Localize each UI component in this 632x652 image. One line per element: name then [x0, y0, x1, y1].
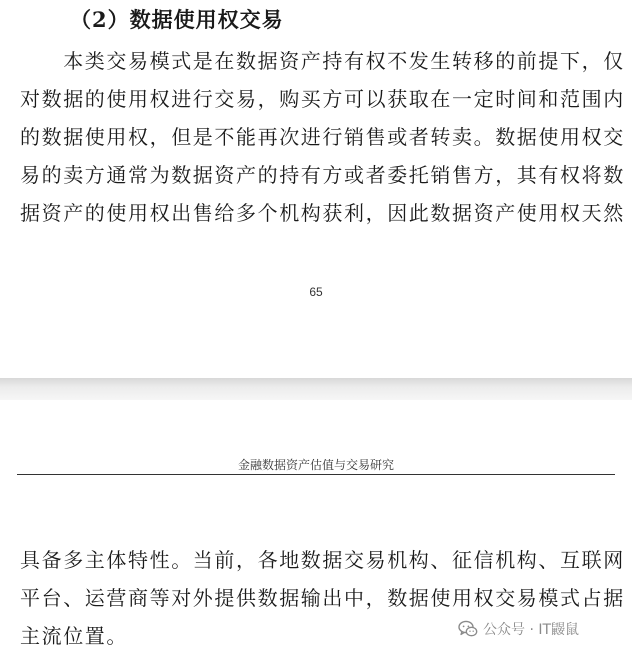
paragraph-line: 易的卖方通常为数据资产的持有方或者委托销售方，其有权将数: [20, 163, 625, 187]
paragraph-line: 具备多主体特性。当前，各地数据交易机构、征信机构、互联网: [20, 548, 625, 572]
running-header: 金融数据资产估值与交易研究: [237, 458, 394, 472]
paragraph-line: 本类交易模式是在数据资产持有权不发生转移的前提下，仅: [20, 49, 625, 73]
document-page-bottom: [0, 400, 632, 652]
header-rule: [17, 474, 615, 475]
page-separator: [0, 378, 632, 400]
paragraph-line: 平台、运营商等对外提供数据输出中，数据使用权交易模式占据: [20, 586, 625, 610]
paragraph-line: 主流位置。: [20, 624, 128, 648]
paragraph-line: 对数据的使用权进行交易，购买方可以获取在一定时间和范围内: [20, 87, 625, 111]
watermark-text: 公众号 · IT鼹鼠: [483, 622, 580, 638]
paragraph-line: 据资产的使用权出售给多个机构获利，因此数据资产使用权天然: [20, 201, 625, 225]
watermark: [458, 618, 579, 640]
wechat-official-account-icon: [458, 620, 478, 638]
section-heading: （2）数据使用权交易: [70, 7, 284, 32]
page-number: 65: [309, 285, 323, 299]
paragraph-line: 的数据使用权，但是不能再次进行销售或者转卖。数据使用权交: [20, 125, 625, 149]
